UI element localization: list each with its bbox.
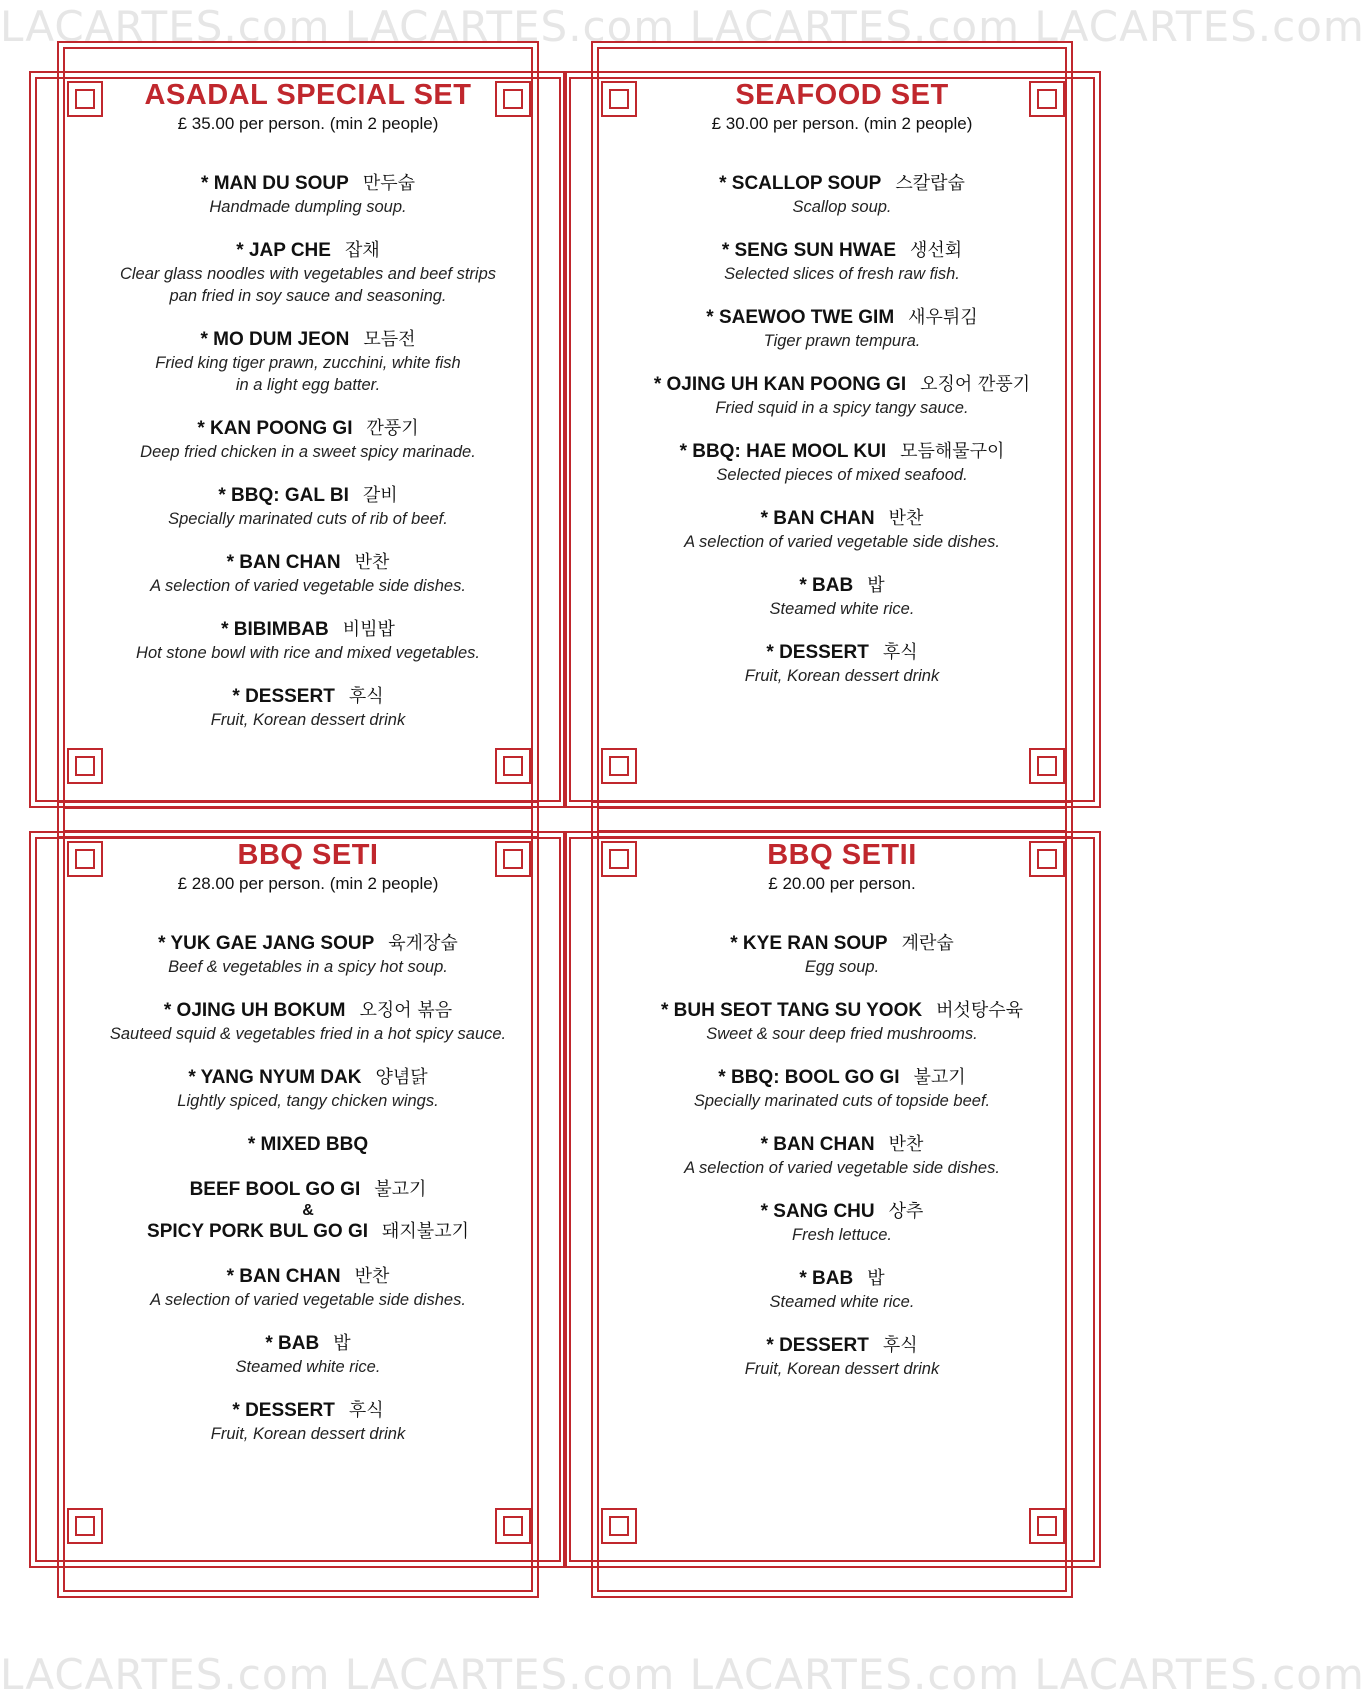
item-description: Tiger prawn tempura. <box>763 332 921 350</box>
item-name: * KAN POONG GI <box>197 418 353 439</box>
item-korean-name: 오징어 깐풍기 <box>920 374 1031 395</box>
item-description: Steamed white rice. <box>769 600 915 618</box>
menu-content <box>98 78 518 752</box>
watermark-top: LACARTES.com LACARTES.com LACARTES.com LACARTES.com <box>0 2 1365 51</box>
item-korean-name: 버섯탕수육 <box>936 1000 1024 1021</box>
item-name: * BAN CHAN <box>760 508 875 529</box>
item-name-line <box>98 1220 518 1244</box>
item-korean-name: 육게장숩 <box>388 933 458 954</box>
item-korean-name: 양념닭 <box>375 1067 428 1088</box>
menu-item <box>632 932 1052 978</box>
item-description: A selection of varied vegetable side dishes. <box>150 577 466 595</box>
item-name: * OJING UH BOKUM <box>163 1000 346 1021</box>
item-korean-name: 새우튀김 <box>908 307 978 328</box>
item-description: Steamed white rice. <box>235 1358 381 1376</box>
item-name: * BBQ: HAE MOOL KUI <box>679 441 887 462</box>
menu-content <box>632 78 1052 708</box>
item-description: Fruit, Korean dessert drink <box>210 1425 406 1443</box>
menu-item <box>632 1200 1052 1246</box>
item-name-line <box>98 1066 518 1090</box>
menu-panel-bbq-set-1 <box>28 798 588 1603</box>
item-name-line <box>632 1066 1052 1090</box>
item-name-line <box>98 328 518 352</box>
menu-item <box>632 172 1052 218</box>
menu-items <box>98 932 518 1445</box>
item-name-line <box>632 1334 1052 1358</box>
menu-item <box>98 1399 518 1445</box>
item-korean-name: 밥 <box>867 1268 885 1289</box>
menu-items <box>632 932 1052 1380</box>
item-korean-name: 밥 <box>867 575 885 596</box>
item-name-line <box>98 1332 518 1356</box>
item-name: * MO DUM JEON <box>200 329 350 350</box>
item-name: * BAN CHAN <box>226 552 341 573</box>
item-name-line <box>632 1267 1052 1291</box>
item-name: * BAB <box>265 1333 320 1354</box>
menu-item <box>632 1267 1052 1313</box>
menu-item <box>632 641 1052 687</box>
menu-item <box>98 417 518 463</box>
menu-panel-bbq-set-2 <box>562 798 1122 1603</box>
item-korean-name: 반찬 <box>888 1134 924 1155</box>
item-name-line <box>98 551 518 575</box>
item-korean-name: 잡채 <box>344 240 380 261</box>
item-name-line <box>632 641 1052 665</box>
item-korean-name: 반찬 <box>354 552 390 573</box>
menu-item <box>98 1265 518 1311</box>
item-description: Deep fried chicken in a sweet spicy marinade. <box>140 443 476 461</box>
item-korean-name: 계란숩 <box>901 933 954 954</box>
item-description: Fruit, Korean dessert drink <box>210 711 406 729</box>
menu-items <box>98 172 518 731</box>
set-title: SEAFOOD SET <box>735 79 949 111</box>
menu-item <box>98 999 518 1045</box>
item-name: * MAN DU SOUP <box>201 173 349 194</box>
ampersand: & <box>302 1202 314 1219</box>
item-name: * DESSERT <box>232 686 335 707</box>
menu-item <box>98 685 518 731</box>
menu-item <box>632 574 1052 620</box>
item-description: Egg soup. <box>804 958 880 976</box>
set-price: £ 30.00 per person. (min 2 people) <box>711 114 973 133</box>
item-name: * BAB <box>799 575 854 596</box>
item-description: Beef & vegetables in a spicy hot soup. <box>168 958 448 976</box>
item-description: in a light egg batter. <box>235 376 381 394</box>
item-name-line <box>98 239 518 263</box>
menu-panel-seafood-set <box>562 38 1122 843</box>
item-description: Sweet & sour deep fried mushrooms. <box>706 1025 978 1043</box>
item-name-line <box>98 484 518 508</box>
item-description: A selection of varied vegetable side dishes. <box>684 533 1000 551</box>
item-description: Lightly spiced, tangy chicken wings. <box>177 1092 439 1110</box>
menu-item <box>632 440 1052 486</box>
item-description: A selection of varied vegetable side dishes. <box>684 1159 1000 1177</box>
item-name: * SAEWOO TWE GIM <box>706 307 895 328</box>
item-description: Selected slices of fresh raw fish. <box>724 265 960 283</box>
set-title: BBQ SETI <box>237 839 379 871</box>
item-korean-name: 후식 <box>882 642 918 663</box>
menu-item <box>98 932 518 978</box>
watermark-bottom: LACARTES.com LACARTES.com LACARTES.com LACARTES.com <box>0 1650 1365 1699</box>
item-name-line <box>98 1178 518 1202</box>
menu-items <box>632 172 1052 687</box>
set-title: BBQ SETII <box>767 839 917 871</box>
item-name: * BAN CHAN <box>760 1134 875 1155</box>
item-korean-name: 갈비 <box>362 485 398 506</box>
item-description: pan fried in soy sauce and seasoning. <box>169 287 447 305</box>
menu-item <box>632 239 1052 285</box>
item-name: * YUK GAE JANG SOUP <box>158 933 375 954</box>
item-name: * BAN CHAN <box>226 1266 341 1287</box>
item-korean-name: 후식 <box>348 686 384 707</box>
item-description: Specially marinated cuts of topside beef. <box>693 1092 991 1110</box>
item-korean-name: 만두숩 <box>362 173 415 194</box>
item-korean-name: 생선회 <box>910 240 963 261</box>
item-description: Fruit, Korean dessert drink <box>744 667 940 685</box>
menu-item <box>632 1334 1052 1380</box>
set-price: £ 35.00 per person. (min 2 people) <box>177 114 439 133</box>
item-name-line <box>98 1399 518 1423</box>
item-description: Selected pieces of mixed seafood. <box>716 466 968 484</box>
menu-item <box>98 551 518 597</box>
item-name-line <box>632 932 1052 956</box>
item-korean-name: 깐풍기 <box>366 418 419 439</box>
item-description: Steamed white rice. <box>769 1293 915 1311</box>
item-name: * KYE RAN SOUP <box>730 933 888 954</box>
item-korean-name: 후식 <box>348 1400 384 1421</box>
menu-item <box>98 172 518 218</box>
item-name-line <box>632 507 1052 531</box>
item-description: Fried king tiger prawn, zucchini, white fish <box>155 354 461 372</box>
item-name: SPICY PORK BUL GO GI <box>147 1221 369 1242</box>
menu-item <box>632 507 1052 553</box>
item-name: * DESSERT <box>232 1400 335 1421</box>
item-name: * DESSERT <box>766 642 869 663</box>
item-description: Fried squid in a spicy tangy sauce. <box>715 399 969 417</box>
item-description: Specially marinated cuts of rib of beef. <box>168 510 448 528</box>
item-korean-name: 반찬 <box>354 1266 390 1287</box>
item-name-line <box>98 618 518 642</box>
menu-item <box>98 1178 518 1244</box>
item-name-line <box>98 1265 518 1289</box>
item-name-line <box>632 440 1052 464</box>
item-name: * BUH SEOT TANG SU YOOK <box>660 1000 923 1021</box>
item-name-line <box>632 306 1052 330</box>
item-name-line <box>632 373 1052 397</box>
item-name: * JAP CHE <box>236 240 331 261</box>
item-name-line <box>98 172 518 196</box>
item-korean-name: 후식 <box>882 1335 918 1356</box>
item-name: BEEF BOOL GO GI <box>189 1179 361 1200</box>
set-price: £ 20.00 per person. <box>768 874 916 893</box>
menu-item <box>632 999 1052 1045</box>
item-name: * BIBIMBAB <box>221 619 329 640</box>
item-korean-name: 반찬 <box>888 508 924 529</box>
item-korean-name: 상추 <box>888 1201 924 1222</box>
menu-item <box>98 618 518 664</box>
item-description: A selection of varied vegetable side dishes. <box>150 1291 466 1309</box>
item-description: Handmade dumpling soup. <box>209 198 407 216</box>
menu-item <box>98 328 518 396</box>
item-name: * BBQ: BOOL GO GI <box>718 1067 900 1088</box>
item-korean-name: 스칼랍숩 <box>895 173 965 194</box>
menu-item <box>632 373 1052 419</box>
item-name-line <box>632 574 1052 598</box>
menu-panel-asadal-special-set <box>28 38 588 843</box>
item-name-line <box>632 999 1052 1023</box>
item-name-line <box>98 932 518 956</box>
item-name: * MIXED BBQ <box>247 1134 369 1155</box>
menu-content <box>98 838 518 1466</box>
menu-content <box>632 838 1052 1401</box>
menu-item <box>98 1332 518 1378</box>
item-name: * DESSERT <box>766 1335 869 1356</box>
item-korean-name: 오징어 볶음 <box>359 1000 453 1021</box>
item-korean-name: 비빔밥 <box>342 619 395 640</box>
item-korean-name: 모듬전 <box>363 329 416 350</box>
item-name-line <box>98 417 518 441</box>
item-description: Fresh lettuce. <box>792 1226 892 1244</box>
item-korean-name: 불고기 <box>374 1179 427 1200</box>
menu-item <box>98 1066 518 1112</box>
item-name-line <box>632 1133 1052 1157</box>
item-name: * SENG SUN HWAE <box>721 240 897 261</box>
item-description: Hot stone bowl with rice and mixed vegetables. <box>136 644 480 662</box>
item-korean-name: 불고기 <box>913 1067 966 1088</box>
item-description: Clear glass noodles with vegetables and beef strips <box>119 265 497 283</box>
item-name: * YANG NYUM DAK <box>188 1067 362 1088</box>
item-name: * BAB <box>799 1268 854 1289</box>
item-name-line <box>98 685 518 709</box>
item-korean-name: 모듬해물구이 <box>900 441 1005 462</box>
item-name-line <box>632 239 1052 263</box>
menu-item <box>632 1133 1052 1179</box>
menu-item <box>98 239 518 307</box>
menu-item <box>98 1133 518 1157</box>
menu-item <box>632 1066 1052 1112</box>
item-name-line <box>632 172 1052 196</box>
set-title: ASADAL SPECIAL SET <box>144 79 472 111</box>
menu-item <box>632 306 1052 352</box>
menu-item <box>98 484 518 530</box>
set-price: £ 28.00 per person. (min 2 people) <box>177 874 439 893</box>
item-name-line <box>98 999 518 1023</box>
item-description: Fruit, Korean dessert drink <box>744 1360 940 1378</box>
item-name-line <box>98 1133 518 1157</box>
item-korean-name: 밥 <box>333 1333 351 1354</box>
item-description: Sauteed squid & vegetables fried in a hot spicy sauce. <box>109 1025 507 1043</box>
item-description: Scallop soup. <box>792 198 892 216</box>
item-korean-name: 돼지불고기 <box>382 1221 469 1242</box>
item-name: * SCALLOP SOUP <box>719 173 882 194</box>
item-name: * OJING UH KAN POONG GI <box>653 374 907 395</box>
item-name: * SANG CHU <box>760 1201 875 1222</box>
item-name-line <box>632 1200 1052 1224</box>
item-name: * BBQ: GAL BI <box>218 485 349 506</box>
